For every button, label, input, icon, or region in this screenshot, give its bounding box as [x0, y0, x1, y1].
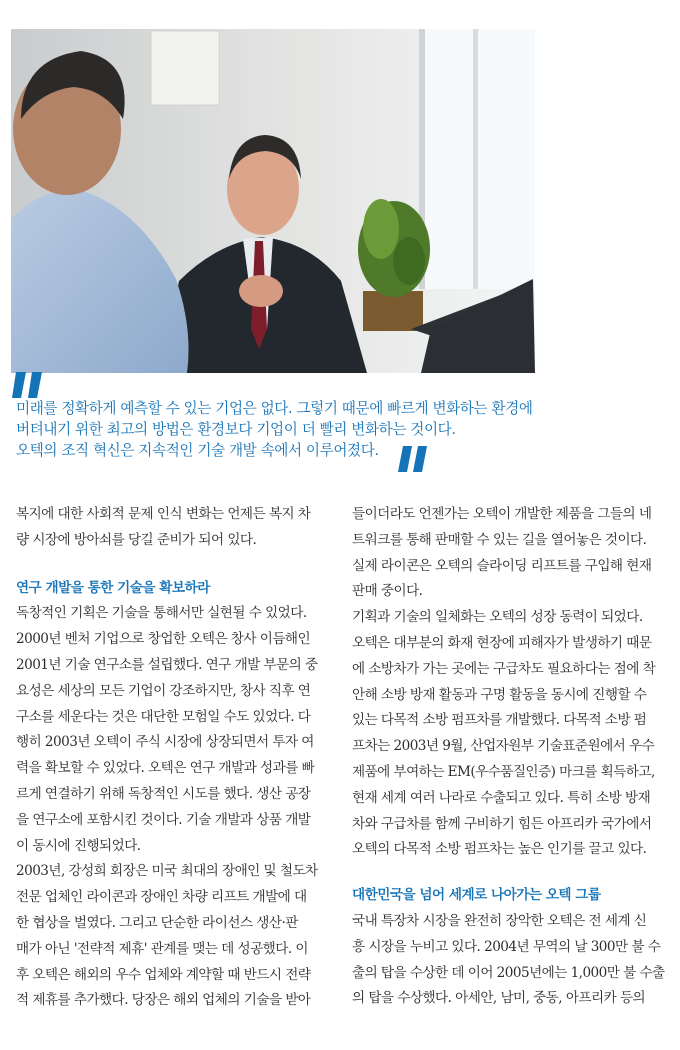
body-line: 국내 특장차 시장을 완전히 장악한 오텍은 전 세계 신 [352, 912, 647, 929]
body-line: 오텍은 대부분의 화재 현장에 피해자가 발생하기 때문 [352, 634, 652, 651]
section-heading: 대한민국을 넘어 세계로 나아가는 오텍 그룹 [352, 887, 601, 904]
body-line: 에 소방차가 가는 곳에는 구급차도 필요하다는 점에 착 [352, 660, 656, 677]
body-line: 한 협상을 벌였다. 그리고 단순한 라이선스 생산·판 [16, 914, 298, 931]
article-column-right [352, 502, 670, 1012]
body-line: 제품에 부여하는 EM(우수품질인증) 마크를 획득하고, [352, 763, 655, 780]
body-line: 적 제휴를 추가했다. 당장은 해외 업체의 기술을 받아 [16, 992, 311, 1009]
body-line: 안해 소방 방재 활동과 구명 활동을 동시에 진행할 수 [352, 686, 647, 703]
body-line: 행히 2003년 오텍이 주식 시장에 상장되면서 투자 여 [16, 734, 314, 751]
body-line: 들이더라도 언젠가는 오텍이 개발한 제품을 그들의 네 [352, 506, 652, 522]
section-heading: 연구 개발을 통한 기술을 확보하라 [16, 579, 210, 596]
quote-line: 미래를 정확하게 예측할 수 있는 기업은 없다. 그렇기 때문에 빠르게 변화하는 환경에 [16, 400, 533, 417]
body-line: 판매 중이다. [352, 583, 423, 600]
quote-open-mark-icon [12, 372, 48, 398]
article-column-left [16, 502, 334, 1014]
body-line: 요성은 세상의 모든 기업이 강조하지만, 창사 직후 연 [16, 682, 311, 699]
body-line: 프차는 2003년 9월, 산업자원부 기술표준원에서 우수 [352, 738, 655, 755]
body-line: 복지에 대한 사회적 문제 인식 변화는 언제든 복지 차 [16, 506, 311, 522]
body-line: 전문 업체인 라이콘과 장애인 차량 리프트 개발에 대 [16, 889, 307, 906]
body-line: 실제 라이콘은 오텍의 슬라이딩 리프트를 구입해 현재 [352, 557, 652, 574]
quote-line: 오텍의 조직 혁신은 지속적인 기술 개발 속에서 이루어졌다. [16, 442, 379, 459]
quote-line: 버텨내기 위한 최고의 방법은 환경보다 기업이 더 빨리 변화하는 것이다. [16, 421, 456, 438]
quote-close-mark-icon [397, 446, 429, 472]
interview-photo [11, 29, 535, 373]
body-line: 2000년 벤처 기업으로 창업한 오텍은 창사 이듬해인 [16, 631, 311, 648]
body-line: 출의 탑을 수상한 데 이어 2005년에는 1,000만 불 수출 [352, 964, 665, 981]
body-line: 현재 세계 여러 나라로 수출되고 있다. 특히 소방 방재 [352, 789, 651, 806]
body-line: 구소를 세운다는 것은 대단한 모험일 수도 있었다. 다 [16, 708, 311, 725]
body-line: 2003년, 강성희 회장은 미국 최대의 장애인 및 철도차 [16, 863, 318, 880]
body-line: 오텍의 다목적 소방 펌프차는 높은 인기를 끌고 있다. [352, 841, 647, 858]
body-line: 차와 구급차를 함께 구비하기 힘든 아프리카 국가에서 [352, 815, 652, 832]
body-line: 이 동시에 진행되었다. [16, 837, 141, 854]
body-line: 력을 확보할 수 있었다. 오텍은 연구 개발과 성과를 빠 [16, 760, 315, 777]
body-line: 후 오텍은 해외의 우수 업체와 계약할 때 반드시 전략 [16, 966, 311, 983]
body-line: 흥 시장을 누비고 있다. 2004년 무역의 날 300만 불 수 [352, 938, 661, 955]
body-line: 기획과 기술의 일체화는 오텍의 성장 동력이 되었다. [352, 609, 643, 626]
body-line: 독창적인 기획은 기술을 통해서만 실현될 수 있었다. [16, 605, 307, 622]
body-line: 을 연구소에 포함시킨 것이다. 기술 개발과 상품 개발 [16, 811, 311, 828]
body-line: 의 탑을 수상했다. 아세안, 남미, 중동, 아프리카 등의 [352, 990, 646, 1007]
pull-quote [16, 398, 626, 461]
body-line: 있는 다목적 소방 펌프차를 개발했다. 다목적 소방 펌 [352, 712, 647, 729]
body-line: 량 시장에 방아쇠를 당길 준비가 되어 있다. [16, 531, 257, 548]
body-line: 2001년 기술 연구소를 설립했다. 연구 개발 부문의 중 [16, 656, 318, 673]
body-line: 매가 아닌 '전략적 제휴' 관계를 맺는 데 성공했다. 이 [16, 940, 308, 957]
body-line: 트워크를 통해 판매할 수 있는 길을 열어놓은 것이다. [352, 531, 647, 548]
body-line: 르게 연결하기 위해 독창적인 시도를 했다. 생산 공장 [16, 785, 311, 802]
